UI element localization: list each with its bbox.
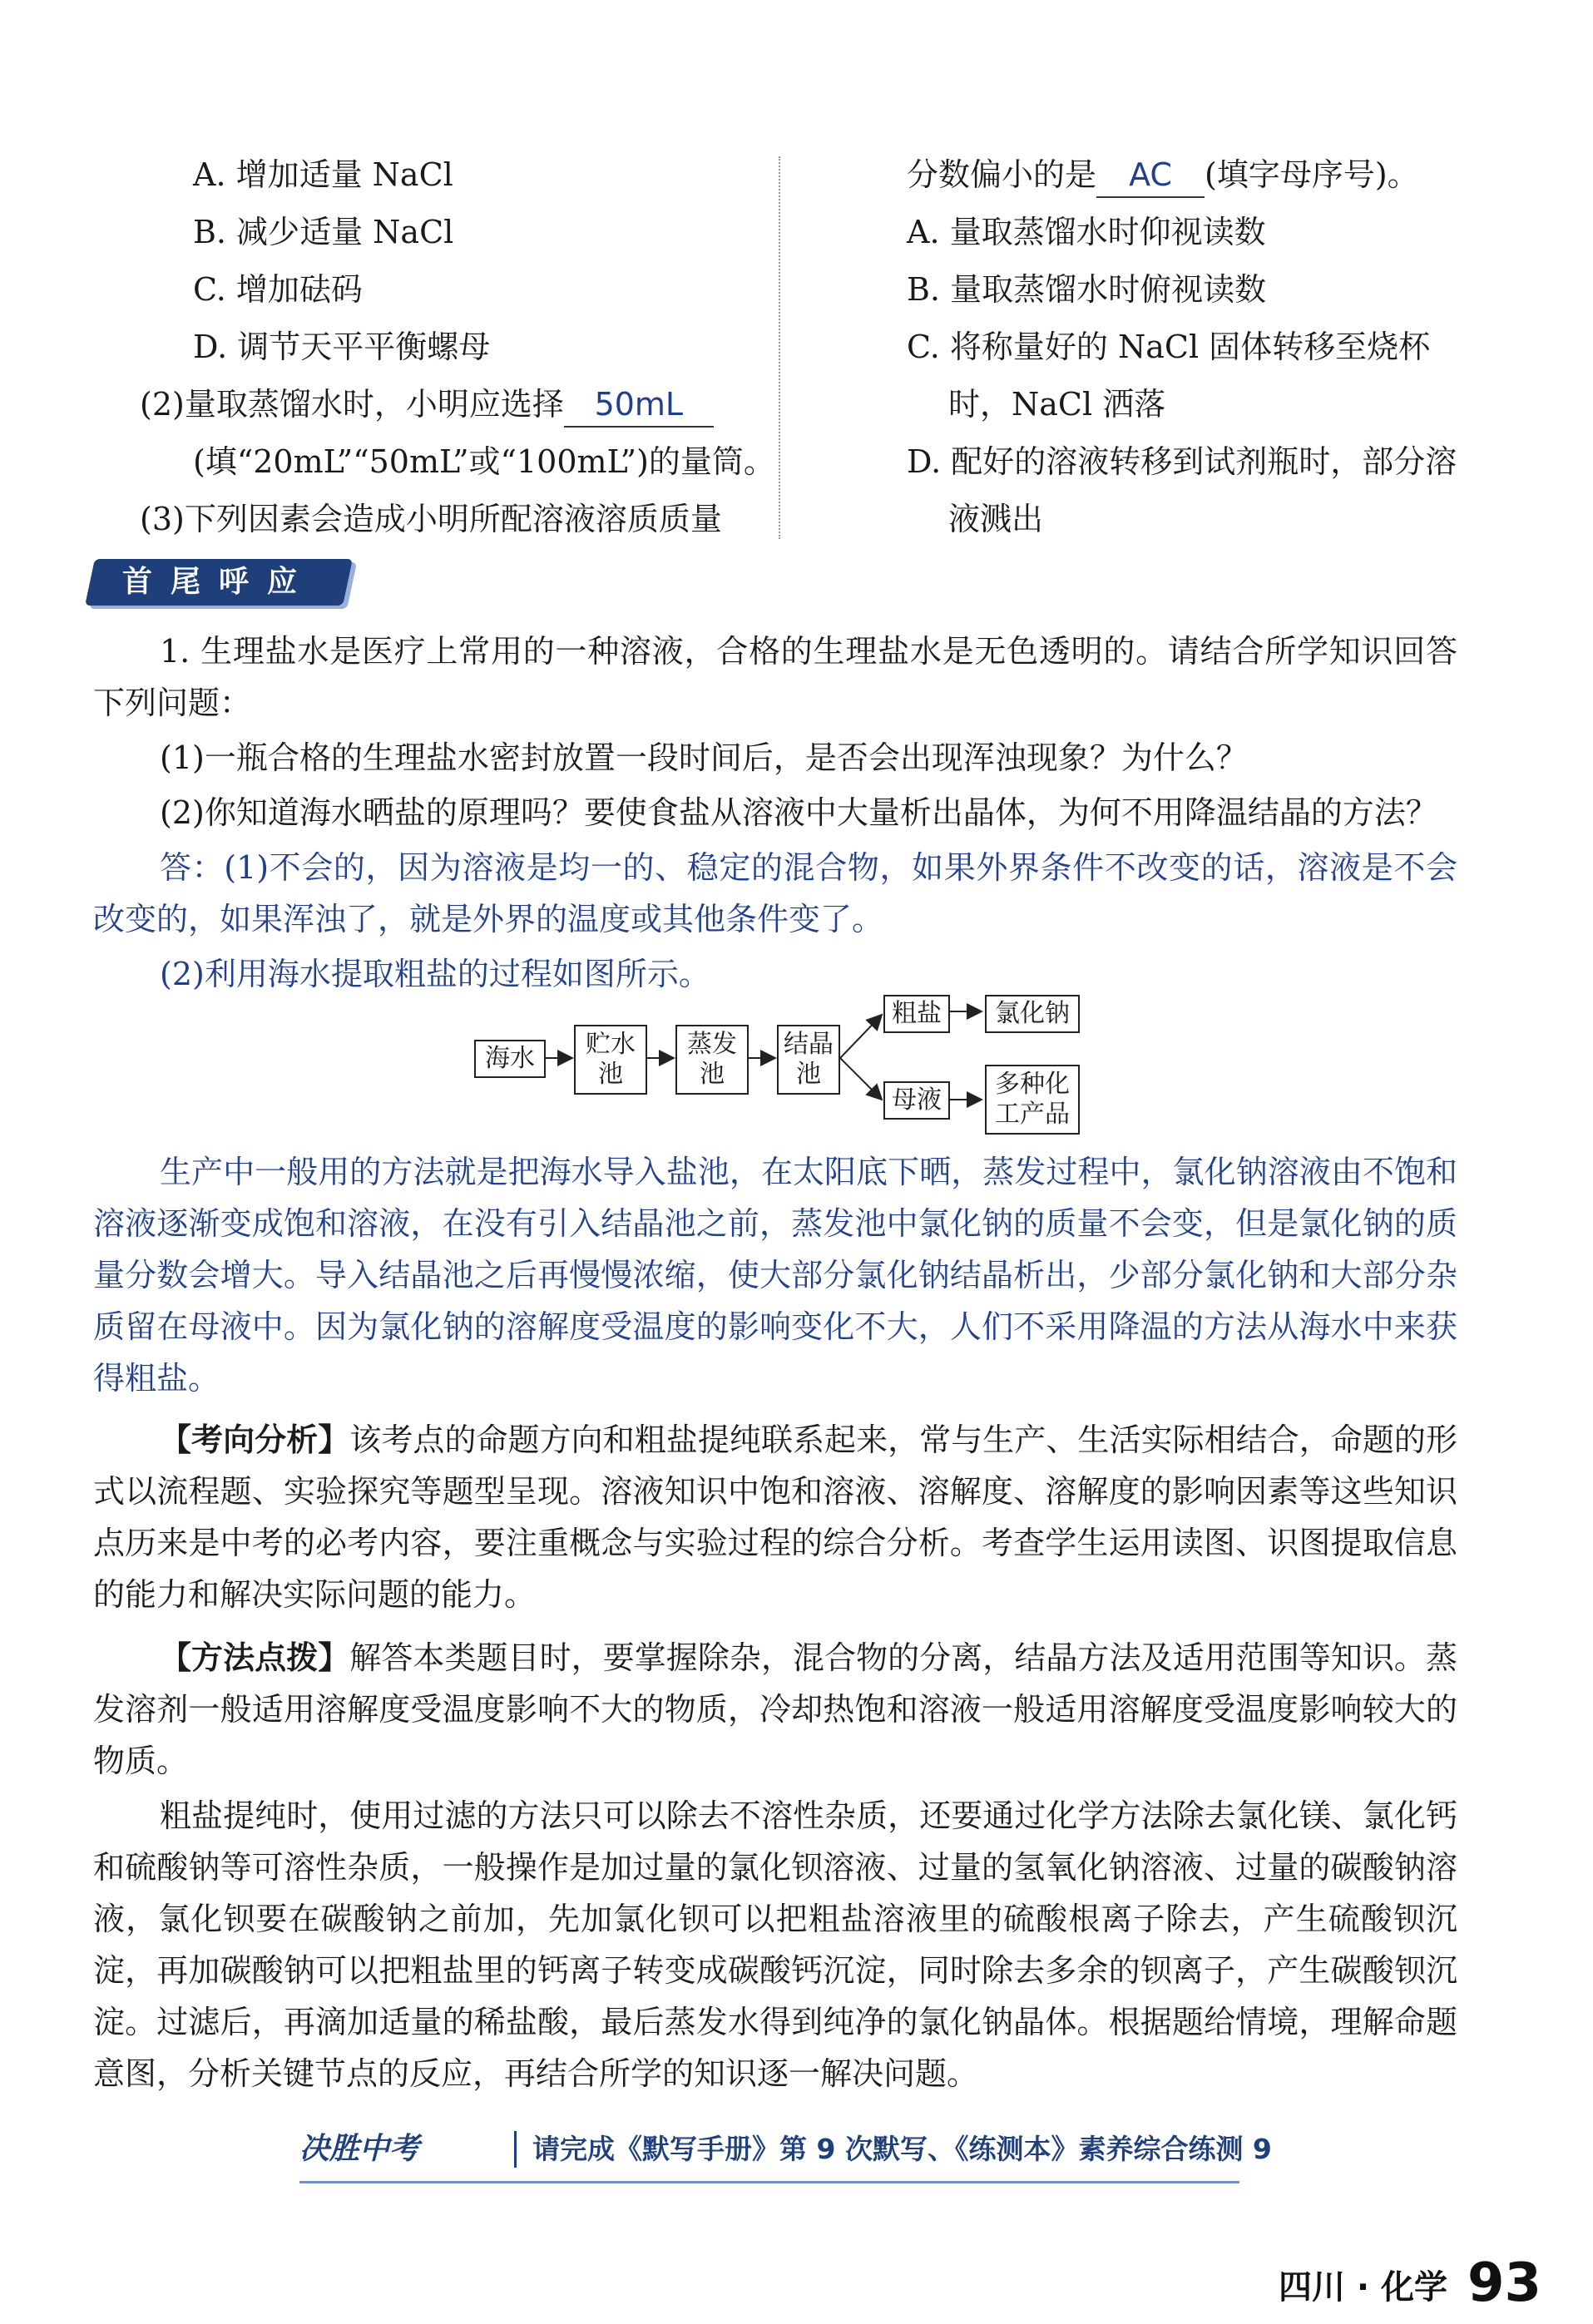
flow-seawater-label: 海水 xyxy=(485,1044,535,1073)
option-b: B. 减少适量 NaCl xyxy=(193,214,454,250)
flow-chem-line1: 多种化 xyxy=(995,1070,1070,1099)
page-number: 93 xyxy=(1467,2252,1541,2314)
flow-cryst-line1: 结晶 xyxy=(784,1030,834,1059)
question-2-prefix: (2)量取蒸馏水时，小明应选择 xyxy=(140,386,564,423)
question-3-prefix: (3)下列因素会造成小明所配溶液溶质质量 xyxy=(140,501,722,537)
option-d: D. 调节天平平衡螺母 xyxy=(193,329,491,365)
flow-storage-line2: 池 xyxy=(598,1060,623,1089)
flow-box-seawater xyxy=(474,1040,546,1078)
footer-logo: 决胜中考 xyxy=(299,2132,420,2166)
option-c: C. 增加砝码 xyxy=(193,271,363,308)
section-tag xyxy=(85,559,353,606)
answer-blank-q3: AC xyxy=(1096,153,1205,198)
page-label: 四川 · 化学 xyxy=(1278,2268,1447,2307)
footer-instruction: 请完成《默写手册》第 9 次默写、《练测本》素养综合练测 9 xyxy=(532,2133,1272,2165)
method-text: 解答本类题目时，要掌握除杂，混合物的分离，结晶方法及适用范围等知识。蒸发溶剂一般适用溶解度受温度影响不大的物质，冷却热饱和溶液一般适用溶解度受温度影响较大的物质。 xyxy=(93,1639,1457,1779)
option-r-b: B. 量取蒸馏水时俯视读数 xyxy=(907,271,1267,308)
flow-cryst-line2: 池 xyxy=(796,1060,821,1089)
flow-box-storage xyxy=(574,1025,647,1095)
flow-evap-line2: 池 xyxy=(700,1060,725,1089)
question-3-continued xyxy=(907,153,1419,198)
flow-evap-line1: 蒸发 xyxy=(687,1030,737,1059)
question-1-sub2: (2)你知道海水晒盐的原理吗？要使食盐从溶液中大量析出晶体，为何不用降温结晶的方法？ xyxy=(160,794,1437,831)
option-r-a: A. 量取蒸馏水时仰视读数 xyxy=(907,214,1266,250)
method-paragraph-2: 粗盐提纯时，使用过滤的方法只可以除去不溶性杂质，还要通过化学方法除去氯化镁、氯化钙和硫酸钠等可溶性杂质，一般操作是加过量的氯化钡溶液、过量的氢氧化钠溶液、过量的碳酸钠溶液，氯化钡要在碳酸钠之前加，先加氯化钡可以把粗盐溶液里的硫酸根离子除去，产生硫酸钡沉淀，再加碳酸钠可以把粗盐里的钙离子转变成碳酸钙沉淀，同时除去多余的钡离子，产生碳酸钡沉淀。过滤后，再滴加适量的稀盐酸，最后蒸发水得到纯净的氯化钠晶体。根据题给情境，理解命题意图，分析关键节点的反应，再结合所学的知识逐一解决问题。 xyxy=(93,1797,1457,2092)
answer-2-intro: (2)利用海水提取粗盐的过程如图所示。 xyxy=(160,956,710,992)
flow-box-evaporation xyxy=(675,1025,749,1095)
analysis-label: 【考向分析】 xyxy=(160,1422,350,1458)
method-label: 【方法点拨】 xyxy=(160,1639,350,1676)
flow-box-chemical-products xyxy=(985,1065,1080,1135)
flow-nacl-label: 氯化钠 xyxy=(995,999,1070,1028)
flow-mother-liquor-label: 母液 xyxy=(892,1085,942,1115)
option-r-c-line1: C. 将称量好的 NaCl 固体转移至烧杯 xyxy=(907,329,1431,365)
question-3-cont-text: 分数偏小的是 xyxy=(907,156,1097,193)
footer-separator xyxy=(514,2131,517,2168)
method-paragraph xyxy=(93,1632,1457,1787)
option-a: A. 增加适量 NaCl xyxy=(193,156,453,193)
question-2 xyxy=(140,383,714,428)
analysis-text: 该考点的命题方向和粗盐提纯联系起来，常与生产、生活实际相结合，命题的形式以流程题、实验探究等题型呈现。溶液知识中饱和溶液、溶解度、溶解度的影响因素等这些知识点历来是中考的必考内容，要注重概念与实验过程的综合分析。考查学生运用读图、识图提取信息的能力和解决实际问题的能力。 xyxy=(93,1422,1457,1613)
question-1-stem: 1. 生理盐水是医疗上常用的一种溶液，合格的生理盐水是无色透明的。请结合所学知识回答下列问题： xyxy=(93,633,1457,721)
flow-chem-line2: 工产品 xyxy=(995,1100,1070,1129)
answer-blank-q2: 50mL xyxy=(564,383,714,428)
flow-box-mother-liquor xyxy=(883,1081,950,1120)
analysis-paragraph xyxy=(93,1414,1457,1620)
question-2-suffix: (填“20mL”“50mL”或“100mL”)的量筒。 xyxy=(193,443,775,480)
flow-crude-salt-label: 粗盐 xyxy=(892,999,942,1028)
flow-storage-line1: 贮水 xyxy=(586,1030,636,1059)
flow-box-crystallization xyxy=(777,1025,840,1095)
column-divider xyxy=(779,156,780,539)
flow-box-nacl xyxy=(985,995,1080,1033)
question-3-suffix: (填字母序号)。 xyxy=(1205,156,1419,193)
answer-1: 答：(1)不会的，因为溶液是均一的、稳定的混合物，如果外界条件不改变的话，溶液是不会改变的，如果浑浊了，就是外界的温度或其他条件变了。 xyxy=(93,849,1457,937)
option-r-c-line2: 时，NaCl 洒落 xyxy=(948,386,1166,423)
answer-2-body: 生产中一般用的方法就是把海水导入盐池，在太阳底下晒，蒸发过程中，氯化钠溶液由不饱和溶液逐渐变成饱和溶液，在没有引入结晶池之前，蒸发池中氯化钠的质量不会变，但是氯化钠的质量分数会增大。导入结晶池之后再慢慢浓缩，使大部分氯化钠结晶析出，少部分氯化钠和大部分杂质留在母液中。因为氯化钠的溶解度受温度的影响变化不大，人们不采用降温的方法从海水中来获得粗盐。 xyxy=(93,1154,1457,1397)
option-r-d-line1: D. 配好的溶液转移到试剂瓶时，部分溶 xyxy=(907,443,1457,480)
section-title: 首尾呼应 xyxy=(121,565,315,599)
question-1-sub1: (1)一瓶合格的生理盐水密封放置一段时间后，是否会出现浑浊现象？为什么？ xyxy=(160,739,1248,776)
flow-box-crude-salt xyxy=(883,995,950,1033)
option-r-d-line2: 液溅出 xyxy=(948,501,1044,537)
